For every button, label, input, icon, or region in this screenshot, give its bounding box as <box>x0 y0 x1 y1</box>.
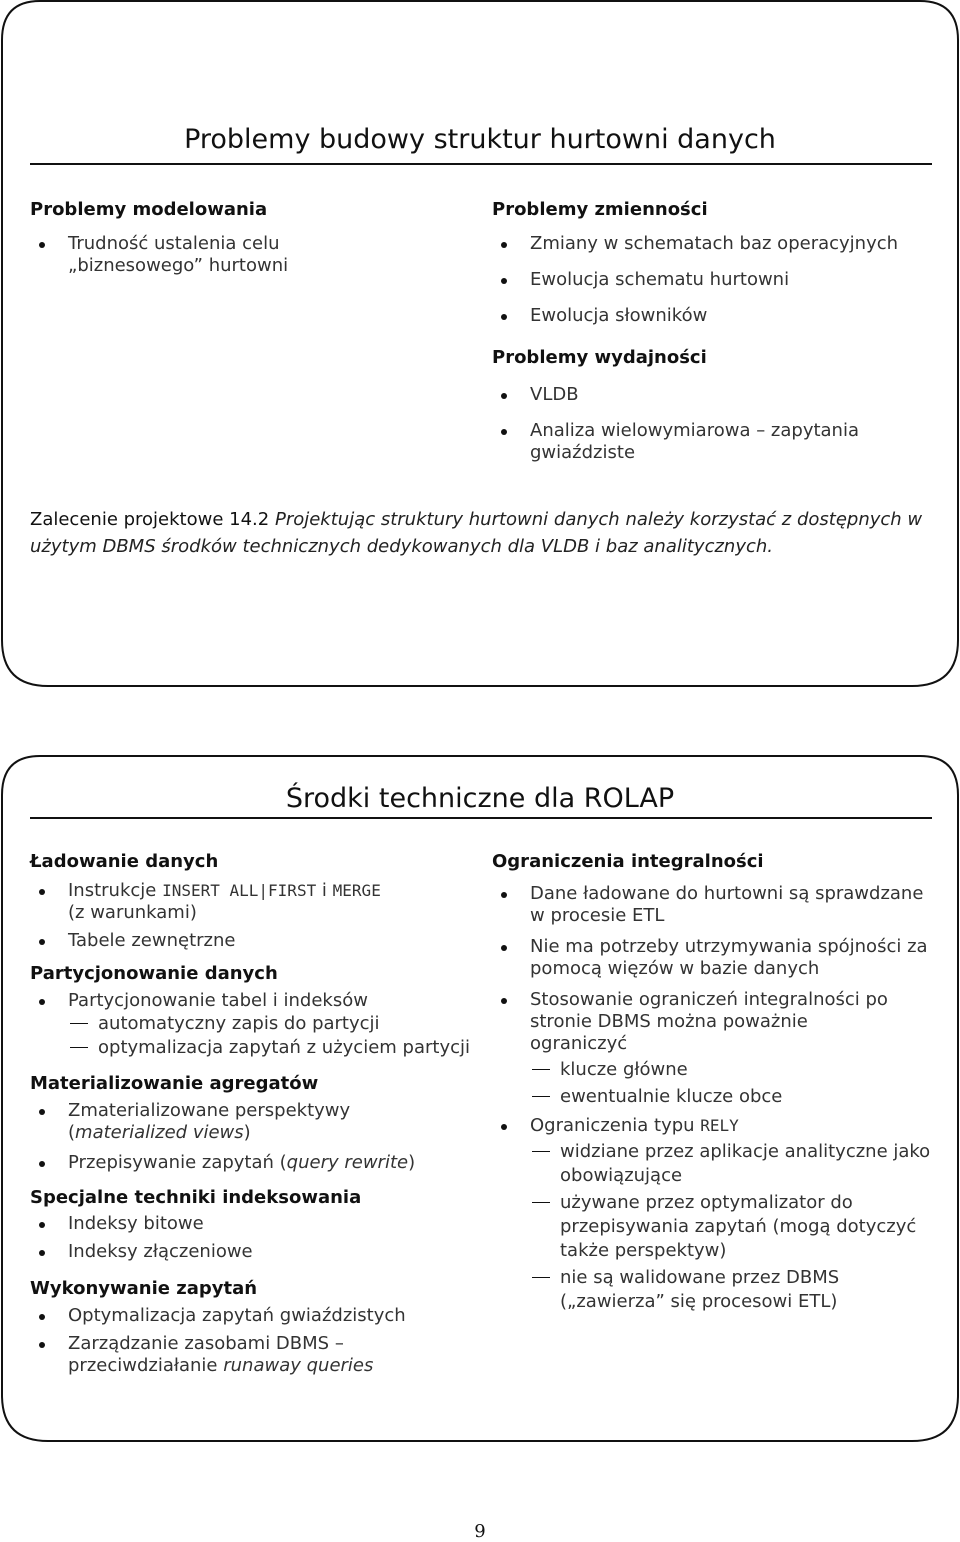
section-heading-wykonywanie: Wykonywanie zapytań <box>30 1278 258 1299</box>
rely-sublist <box>530 1140 932 1314</box>
slide-1-title: Problemy budowy struktur hurtowni danych <box>184 124 776 155</box>
slide-2-title-rule <box>30 817 932 819</box>
slide-2-title: Środki techniczne dla ROLAP <box>285 783 675 814</box>
section-heading-materializowanie: Materializowanie agregatów <box>30 1073 319 1094</box>
list-item: Tabele zewnętrzne <box>30 930 480 952</box>
list-item <box>492 1115 932 1314</box>
list-item: Analiza wielowymiarowa – zapytania gwiaździste <box>492 420 875 464</box>
sub-list-item: ewentualnie klucze obce <box>530 1085 932 1109</box>
list-item: Indeksy złączeniowe <box>30 1241 480 1263</box>
insert-and: i <box>316 880 333 901</box>
materializowanie-list <box>30 1100 480 1174</box>
sub-list-item: klucze główne <box>530 1058 932 1082</box>
partition-item-text: Partycjonowanie tabel i indeksów <box>68 990 368 1011</box>
design-recommendation <box>30 506 935 560</box>
integralnosci-list <box>492 883 932 1314</box>
zmiennosci-list <box>492 233 932 327</box>
recommendation-text: Projektując struktury hurtowni danych należy korzystać z dostępnych w użytym DBMS środków technicznych dedykowanych dla VLDB i baz analitycznych. <box>30 509 923 557</box>
rewrite-close: ) <box>408 1152 416 1173</box>
slide-2-right-column <box>492 850 932 1314</box>
section-heading-partycjonowanie: Partycjonowanie danych <box>30 963 278 984</box>
constraints-text: Stosowanie ograniczeń integralności po stronie DBMS można poważnie ograniczyć <box>530 989 888 1054</box>
rely-code: RELY <box>700 1116 739 1135</box>
section-heading-integralnosci: Ograniczenia integralności <box>492 851 764 872</box>
list-item <box>30 1152 480 1174</box>
mv-italic: materialized views <box>75 1122 244 1143</box>
sub-list-item: nie są walidowane przez DBMS („zawierza” się procesowi ETL) <box>530 1266 880 1314</box>
section-heading-wydajnosci: Problemy wydajności <box>492 347 707 368</box>
mv-text: Zmaterializowane perspektywy ( <box>68 1100 351 1143</box>
list-item <box>30 1333 378 1377</box>
slide-1-right-column <box>492 198 932 464</box>
list-item: Trudność ustalenia celu „biznesowego” hurtowni <box>30 233 413 277</box>
partycjonowanie-list <box>30 990 480 1060</box>
slide-1 <box>0 0 960 690</box>
list-item: Ewolucja schematu hurtowni <box>492 269 932 291</box>
modelowania-list <box>30 233 450 277</box>
constraints-sublist <box>530 1058 932 1109</box>
list-item: Indeksy bitowe <box>30 1213 480 1235</box>
section-heading-modelowania: Problemy modelowania <box>30 199 268 220</box>
list-item <box>30 1100 378 1144</box>
partycjonowanie-sublist <box>68 1012 480 1060</box>
slide-1-left-column <box>30 198 450 277</box>
list-item: Ewolucja słowników <box>492 305 932 327</box>
list-item: Optymalizacja zapytań gwiaździstych <box>30 1305 480 1327</box>
wydajnosci-list <box>492 384 932 464</box>
section-heading-zmiennosci: Problemy zmienności <box>492 199 708 220</box>
list-item: VLDB <box>492 384 932 406</box>
sub-list-item: automatyczny zapis do partycji <box>68 1012 480 1036</box>
mv-close: ) <box>243 1122 251 1143</box>
section-heading-ladowanie: Ładowanie danych <box>30 851 219 872</box>
runaway-italic: runaway queries <box>223 1355 374 1376</box>
page-number: 9 <box>474 1521 486 1542</box>
sub-list-item: optymalizacja zapytań z użyciem partycji <box>68 1036 480 1060</box>
sub-list-item: używane przez optymalizator do przepisywania zapytań (mogą dotyczyć także perspektyw) <box>530 1191 930 1263</box>
merge-code: MERGE <box>332 881 381 900</box>
slide-1-title-rule <box>30 163 932 165</box>
insert-code: INSERT ALL|FIRST <box>162 881 317 900</box>
list-item <box>30 880 480 924</box>
indeksowanie-list <box>30 1213 480 1263</box>
section-heading-indeksowanie: Specjalne techniki indeksowania <box>30 1187 362 1208</box>
rewrite-text: Przepisywanie zapytań ( <box>68 1152 287 1173</box>
recommendation-label: Zalecenie projektowe 14.2 <box>30 509 270 530</box>
list-item: Nie ma potrzeby utrzymywania spójności za pomocą więzów w bazie danych <box>492 936 935 980</box>
sub-list-item: widziane przez aplikacje analityczne jako obowiązujące <box>530 1140 935 1188</box>
insert-text: Instrukcje <box>68 880 163 901</box>
ladowanie-list <box>30 880 480 952</box>
wykonywanie-list <box>30 1305 480 1377</box>
list-item <box>30 990 480 1060</box>
resource-text: Zarządzanie zasobami DBMS – przeciwdziałanie <box>68 1333 344 1376</box>
rewrite-italic: query rewrite <box>286 1152 409 1173</box>
list-item <box>492 989 932 1109</box>
slide-2-left-column <box>30 850 480 1377</box>
insert-conditions: (z warunkami) <box>68 902 197 923</box>
rely-text: Ograniczenia typu <box>530 1115 701 1136</box>
list-item: Zmiany w schematach baz operacyjnych <box>492 233 932 255</box>
list-item: Dane ładowane do hurtowni są sprawdzane w procesie ETL <box>492 883 925 927</box>
slide-2 <box>0 755 960 1445</box>
